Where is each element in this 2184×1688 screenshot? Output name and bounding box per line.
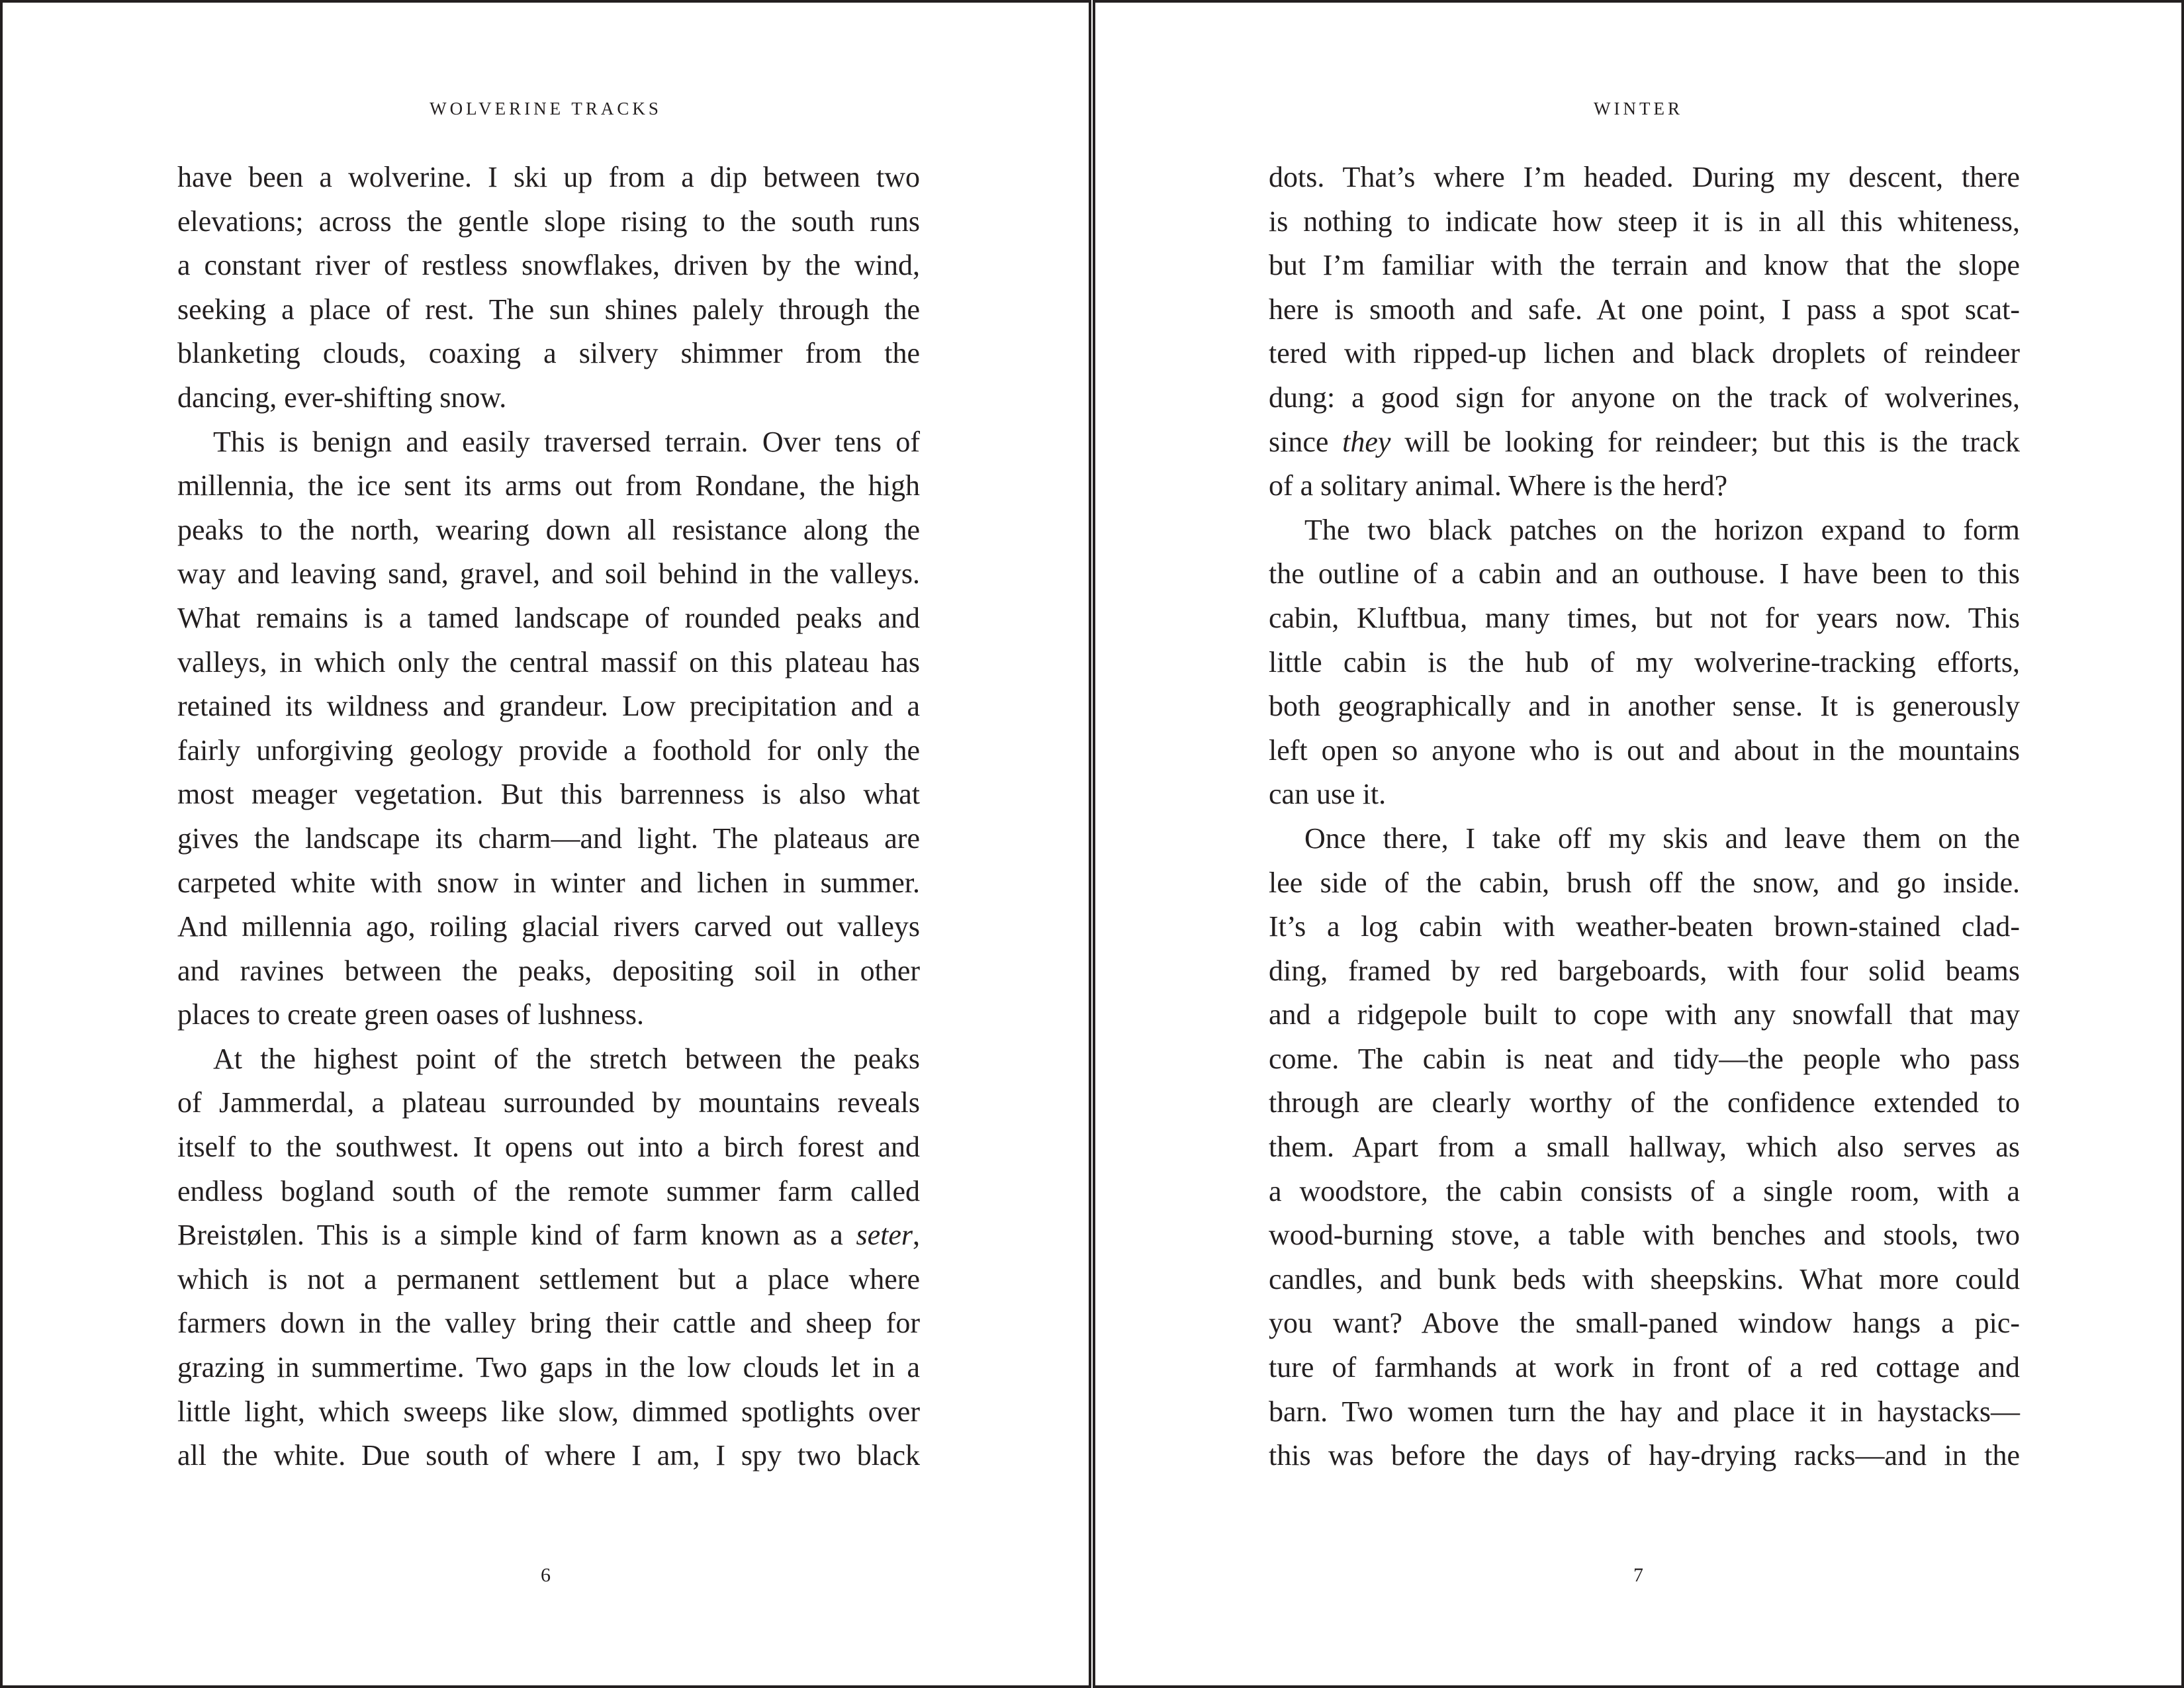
body-text [177, 156, 920, 1478]
text-line: endless bogland south of the remote summer farm called [177, 1174, 920, 1207]
text-line: It’s a log cabin with weather-beaten brown-stained clad- [1269, 910, 2020, 943]
text-line: millennia, the ice sent its arms out from Rondane, the high [177, 469, 920, 502]
text-run: Breistølen. This is a simple kind of farm known as a [177, 1219, 856, 1252]
text-line-with-italic [1269, 420, 2020, 465]
text-run: , [913, 1219, 920, 1252]
text-line: which is not a permanent settlement but a place where [177, 1262, 920, 1295]
text-line: all the white. Due south of where I am, I spy two black [177, 1439, 920, 1472]
text-line: What remains is a tamed landscape of rounded peaks and [177, 601, 920, 634]
text-line: can use it. [1269, 778, 1387, 811]
text-line: valleys, in which only the central massif on this plateau has [177, 645, 920, 679]
text-line: gives the landscape its charm—and light. The plateaus are [177, 821, 920, 855]
text-line: of a solitary animal. Where is the herd? [1269, 469, 1728, 502]
text-line: have been a wolverine. I ski up from a dip between two [177, 161, 920, 193]
text-line: dancing, ever-shifting snow. [177, 381, 507, 414]
text-line: places to create green oases of lushness. [177, 998, 644, 1031]
right-page [1093, 0, 2184, 1688]
text-line: wood-burning stove, a table with benches and stools, two [1269, 1219, 2020, 1252]
text-line: little light, which sweeps like slow, dimmed spotlights over [177, 1395, 920, 1428]
left-page [0, 0, 1091, 1688]
text-line: ding, framed by red bargeboards, with four solid beams [1269, 954, 2020, 987]
text-line: most meager vegetation. But this barrenness is also what [177, 778, 920, 811]
text-run: since [1269, 425, 1343, 458]
italic-term: seter [856, 1219, 913, 1252]
text-line: peaks to the north, wearing down all resistance along the [177, 513, 920, 546]
text-line: tered with ripped-up lichen and black droplets of reindeer [1269, 337, 2020, 370]
text-line: little cabin is the hub of my wolverine-tracking efforts, [1269, 645, 2020, 679]
running-head-book-title: WOLVERINE TRACKS [430, 99, 662, 118]
text-line: retained its wildness and grandeur. Low precipitation and a [177, 690, 920, 723]
text-line: itself to the southwest. It opens out into a birch forest and [177, 1131, 920, 1164]
text-line: cabin, Kluftbua, many times, but not for years now. This [1269, 601, 2020, 634]
text-line: seeking a place of rest. The sun shines palely through the [177, 293, 920, 326]
page-number: 7 [1633, 1564, 1643, 1586]
text-line: the outline of a cabin and an outhouse. I have been to this [1269, 557, 2020, 590]
text-line: left open so anyone who is out and about in the mountains [1269, 733, 2020, 767]
text-line: Once there, I take off my skis and leave them on the [1304, 821, 2020, 855]
text-line: but I’m familiar with the terrain and know that the slope [1269, 249, 2020, 282]
text-line: a constant river of restless snowflakes, driven by the wind, [177, 249, 920, 282]
page-number: 6 [541, 1564, 551, 1586]
italic-term: they [1342, 425, 1391, 458]
text-line: At the highest point of the stretch between the peaks [213, 1042, 920, 1075]
text-line: blanketing clouds, coaxing a silvery shimmer from the [177, 337, 920, 370]
text-line: way and leaving sand, gravel, and soil behind in the valleys. [177, 557, 920, 590]
text-line: grazing in summertime. Two gaps in the low clouds let in a [177, 1351, 920, 1384]
text-line: both geographically and in another sense. It is generously [1269, 690, 2020, 723]
text-line: here is smooth and safe. At one point, I pass a spot scat- [1269, 293, 2020, 326]
text-run: will be looking for reindeer; but this is the track [1390, 425, 2020, 458]
text-line: through are clearly worthy of the confidence extended to [1269, 1086, 2020, 1119]
text-line: carpeted white with snow in winter and lichen in summer. [177, 866, 920, 899]
text-line: elevations; across the gentle slope rising to the south runs [177, 205, 920, 238]
text-line: and ravines between the peaks, depositing soil in other [177, 954, 920, 987]
text-line: This is benign and easily traversed terrain. Over tens of [213, 425, 920, 458]
text-line: candles, and bunk beds with sheepskins. What more could [1269, 1262, 2020, 1295]
text-line: farmers down in the valley bring their cattle and sheep for [177, 1307, 920, 1340]
text-line: and a ridgepole built to cope with any snowfall that may [1269, 998, 2020, 1031]
text-line-with-italic [177, 1213, 920, 1258]
text-line: The two black patches on the horizon expand to form [1304, 513, 2020, 546]
text-line: ture of farmhands at work in front of a red cottage and [1269, 1351, 2020, 1384]
text-line: of Jammerdal, a plateau surrounded by mountains reveals [177, 1086, 920, 1119]
text-line: fairly unforgiving geology provide a foothold for only the [177, 733, 920, 767]
text-line: And millennia ago, roiling glacial rivers carved out valleys [177, 910, 920, 943]
body-text [1269, 156, 2020, 1478]
text-line: is nothing to indicate how steep it is in all this whiteness, [1269, 205, 2020, 238]
text-line: dung: a good sign for anyone on the track of wolverines, [1269, 381, 2020, 414]
text-line: this was before the days of hay-drying racks—and in the [1269, 1439, 2020, 1472]
text-line: come. The cabin is neat and tidy—the people who pass [1269, 1042, 2020, 1075]
text-line: a woodstore, the cabin consists of a single room, with a [1269, 1174, 2020, 1207]
text-line: dots. That’s where I’m headed. During my descent, there [1269, 161, 2020, 193]
text-line: you want? Above the small-paned window hangs a pic- [1269, 1307, 2020, 1340]
text-line: barn. Two women turn the hay and place it in haystacks— [1269, 1395, 2020, 1428]
running-head-chapter-title: WINTER [1594, 99, 1683, 118]
text-line: lee side of the cabin, brush off the snow, and go inside. [1269, 866, 2020, 899]
text-line: them. Apart from a small hallway, which also serves as [1269, 1131, 2020, 1164]
